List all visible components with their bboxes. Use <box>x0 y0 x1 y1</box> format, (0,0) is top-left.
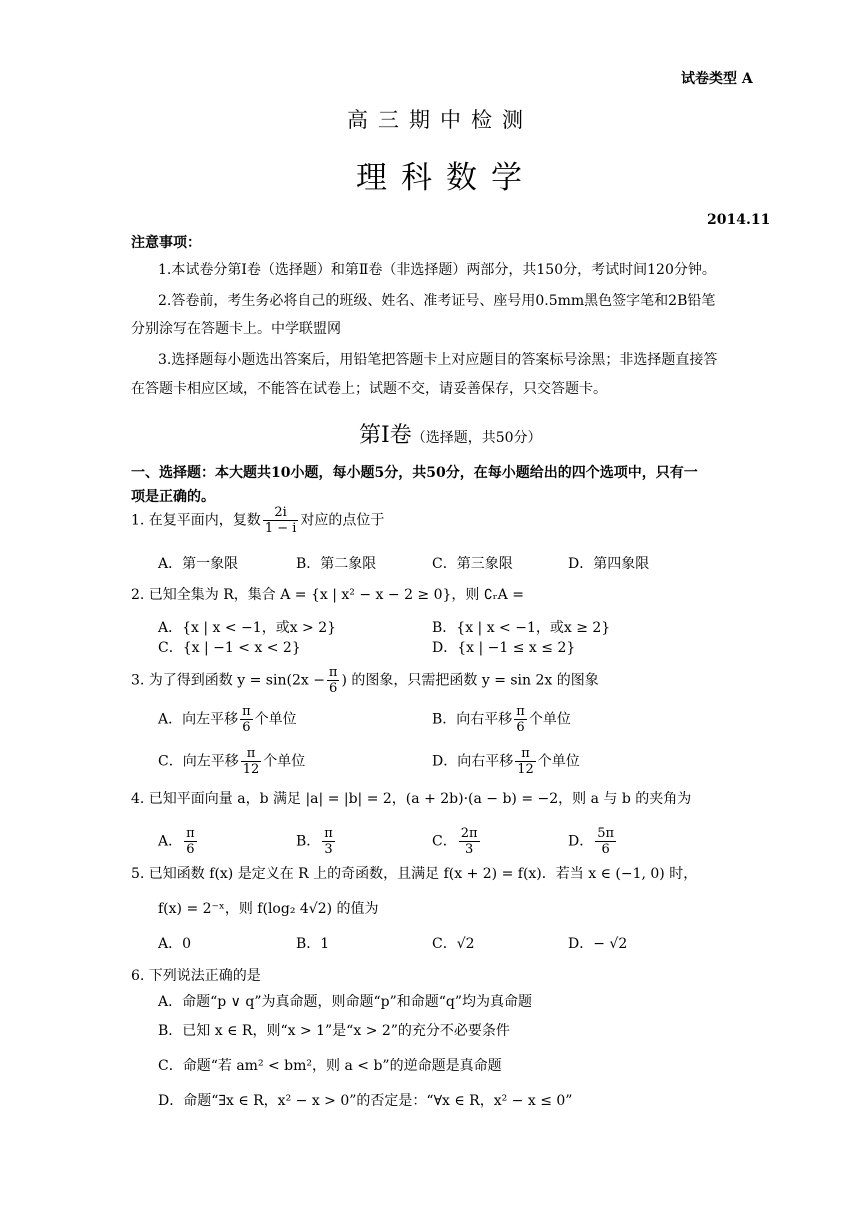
notice-heading: 注意事项： <box>131 235 201 251</box>
exam-title: 高三期中检测 <box>347 108 533 132</box>
q1-option-d: D．第四象限 <box>568 556 650 572</box>
q1-stem-post: 对应的点位于 <box>300 512 385 529</box>
q4-b-label: B． <box>296 833 321 850</box>
q4-b-fraction <box>322 826 335 857</box>
q4-option-d <box>568 826 618 857</box>
q3-d-denominator: 12 <box>517 762 534 777</box>
q3-b-denominator: 6 <box>516 720 525 735</box>
q3-a-fraction <box>240 704 253 735</box>
q1-option-a: A．第一象限 <box>158 556 239 572</box>
q4-a-denominator: 6 <box>186 842 195 857</box>
q6-option-b: B．已知 x ∈ R，则“x > 1”是“x > 2”的充分不必要条件 <box>158 1023 510 1039</box>
notice-item-3: 3.选择题每小题选出答案后，用铅笔把答题卡上对应题目的答案标号涂黑；非选择题直接答 <box>158 352 718 368</box>
q4-d-label: D． <box>568 833 594 850</box>
paper-type: 试卷类型 A <box>681 71 753 87</box>
q3-stem-pre: 3. 为了得到函数 y = sin(2x − <box>131 672 325 689</box>
q3-option-d <box>432 746 580 777</box>
q1-numerator: 2i <box>263 505 299 521</box>
q4-c-denominator: 3 <box>464 842 474 857</box>
q2-option-d: D．{x | −1 ≤ x ≤ 2} <box>432 640 576 656</box>
q3-a-unit: 个单位 <box>254 711 297 728</box>
exam-date: 2014.11 <box>707 212 771 228</box>
subject-title: 理科数学 <box>356 160 536 196</box>
question-1 <box>131 505 384 536</box>
section-title-sub: （选择题，共50分） <box>411 430 542 446</box>
q4-c-numerator: 2π <box>460 826 478 841</box>
question-5: 5. 已知函数 f(x) 是定义在 R 上的奇函数，且满足 f(x + 2) = f(x)．若当 x ∈ (−1, 0) 时， <box>131 866 698 882</box>
notice-item-1: 1.本试卷分第Ⅰ卷（选择题）和第Ⅱ卷（非选择题）两部分，共150分，考试时间120分钟。 <box>158 262 716 278</box>
q3-a-denominator: 6 <box>242 720 251 735</box>
section-intro-cont: 项是正确的。 <box>131 489 215 505</box>
q2-option-c: C．{x | −1 < x < 2} <box>158 640 301 656</box>
q1-fraction <box>263 505 299 536</box>
q3-denominator: 6 <box>329 681 338 696</box>
q3-c-fraction <box>241 746 262 777</box>
q3-b-numerator: π <box>516 704 525 719</box>
q4-b-denominator: 3 <box>324 842 333 857</box>
q6-option-d: D．命题“∃x ∈ R，x² − x > 0”的否定是：“∀x ∈ R，x² − x ≤ 0” <box>158 1093 573 1109</box>
notice-item-2-cont: 分别涂写在答题卡上。中学联盟网 <box>131 321 341 337</box>
q1-option-c: C．第三象限 <box>432 556 513 572</box>
q4-d-numerator: 5π <box>597 826 615 841</box>
q3-d-numerator: π <box>515 746 536 762</box>
q4-option-b <box>296 826 337 857</box>
q2-option-a: A．{x | x < −1，或x > 2} <box>158 620 337 636</box>
q4-a-label: A． <box>158 833 183 850</box>
q6-option-a: A．命题“p ∨ q”为真命题，则命题“p”和命题“q”均为真命题 <box>158 994 533 1010</box>
q1-stem-pre: 1. 在复平面内，复数 <box>131 512 261 529</box>
q3-option-a <box>158 704 297 735</box>
q4-option-a <box>158 826 199 857</box>
q3-d-unit: 个单位 <box>537 753 580 770</box>
q1-denominator: 1 − i <box>264 521 297 536</box>
q5-option-a: A．0 <box>158 936 192 952</box>
question-4: 4. 已知平面向量 a，b 满足 |a| = |b| = 2，(a + 2b)·(a − b) = −2，则 a 与 b 的夹角为 <box>131 791 692 807</box>
q4-a-numerator: π <box>186 826 195 841</box>
q4-d-fraction <box>595 826 616 857</box>
q3-fraction <box>327 665 340 696</box>
question-6: 6. 下列说法正确的是 <box>131 968 261 984</box>
q3-numerator: π <box>328 665 338 680</box>
section-intro: 一、选择题：本大题共10小题，每小题5分，共50分，在每小题给出的四个选项中，只有一 <box>131 465 698 481</box>
q3-a-numerator: π <box>242 704 251 719</box>
q4-option-c <box>432 826 482 857</box>
q3-b-unit: 个单位 <box>528 711 571 728</box>
q3-c-unit: 个单位 <box>263 753 306 770</box>
q3-c-denominator: 12 <box>242 762 260 777</box>
q3-stem-post: ) 的图象，只需把函数 y = sin 2x 的图象 <box>341 672 599 689</box>
q3-d-label: D．向右平移 <box>432 753 514 770</box>
q3-option-b <box>432 704 571 735</box>
q3-option-c <box>158 746 305 777</box>
q3-b-fraction <box>514 704 527 735</box>
q4-a-fraction <box>184 826 197 857</box>
question-3 <box>131 665 599 696</box>
notice-item-2: 2.答卷前，考生务必将自己的班级、姓名、准考证号、座号用0.5mm黑色签字笔和2B铅笔 <box>158 293 716 309</box>
q3-c-label: C．向左平移 <box>158 753 239 770</box>
q6-option-c: C．命题“若 am² < bm²，则 a < b”的逆命题是真命题 <box>158 1058 502 1074</box>
q3-a-label: A．向左平移 <box>158 711 239 728</box>
q3-c-numerator: π <box>241 746 262 762</box>
q5-option-c: C．√2 <box>432 936 475 952</box>
q4-d-denominator: 6 <box>601 842 610 857</box>
question-5-cont: f(x) = 2⁻ˣ，则 f(log₂ 4√2) 的值为 <box>158 901 379 917</box>
q4-c-label: C． <box>432 833 457 850</box>
q5-option-d: D．− √2 <box>568 936 628 952</box>
q5-option-b: B．1 <box>296 936 330 952</box>
q4-c-fraction <box>459 826 480 857</box>
q2-option-b: B．{x | x < −1，或x ≥ 2} <box>432 620 611 636</box>
section-title <box>359 418 542 449</box>
question-2: 2. 已知全集为 R，集合 A = {x | x² − x − 2 ≥ 0}，则 ∁ᵣA = <box>131 587 524 603</box>
q4-b-numerator: π <box>324 826 333 841</box>
q1-option-b: B．第二象限 <box>296 556 377 572</box>
notice-item-3-cont: 在答题卡相应区域，不能答在试卷上；试题不交，请妥善保存，只交答题卡。 <box>131 381 607 397</box>
q3-d-fraction <box>515 746 536 777</box>
section-title-main: 第Ⅰ卷 <box>359 423 412 448</box>
q3-b-label: B．向右平移 <box>432 711 513 728</box>
